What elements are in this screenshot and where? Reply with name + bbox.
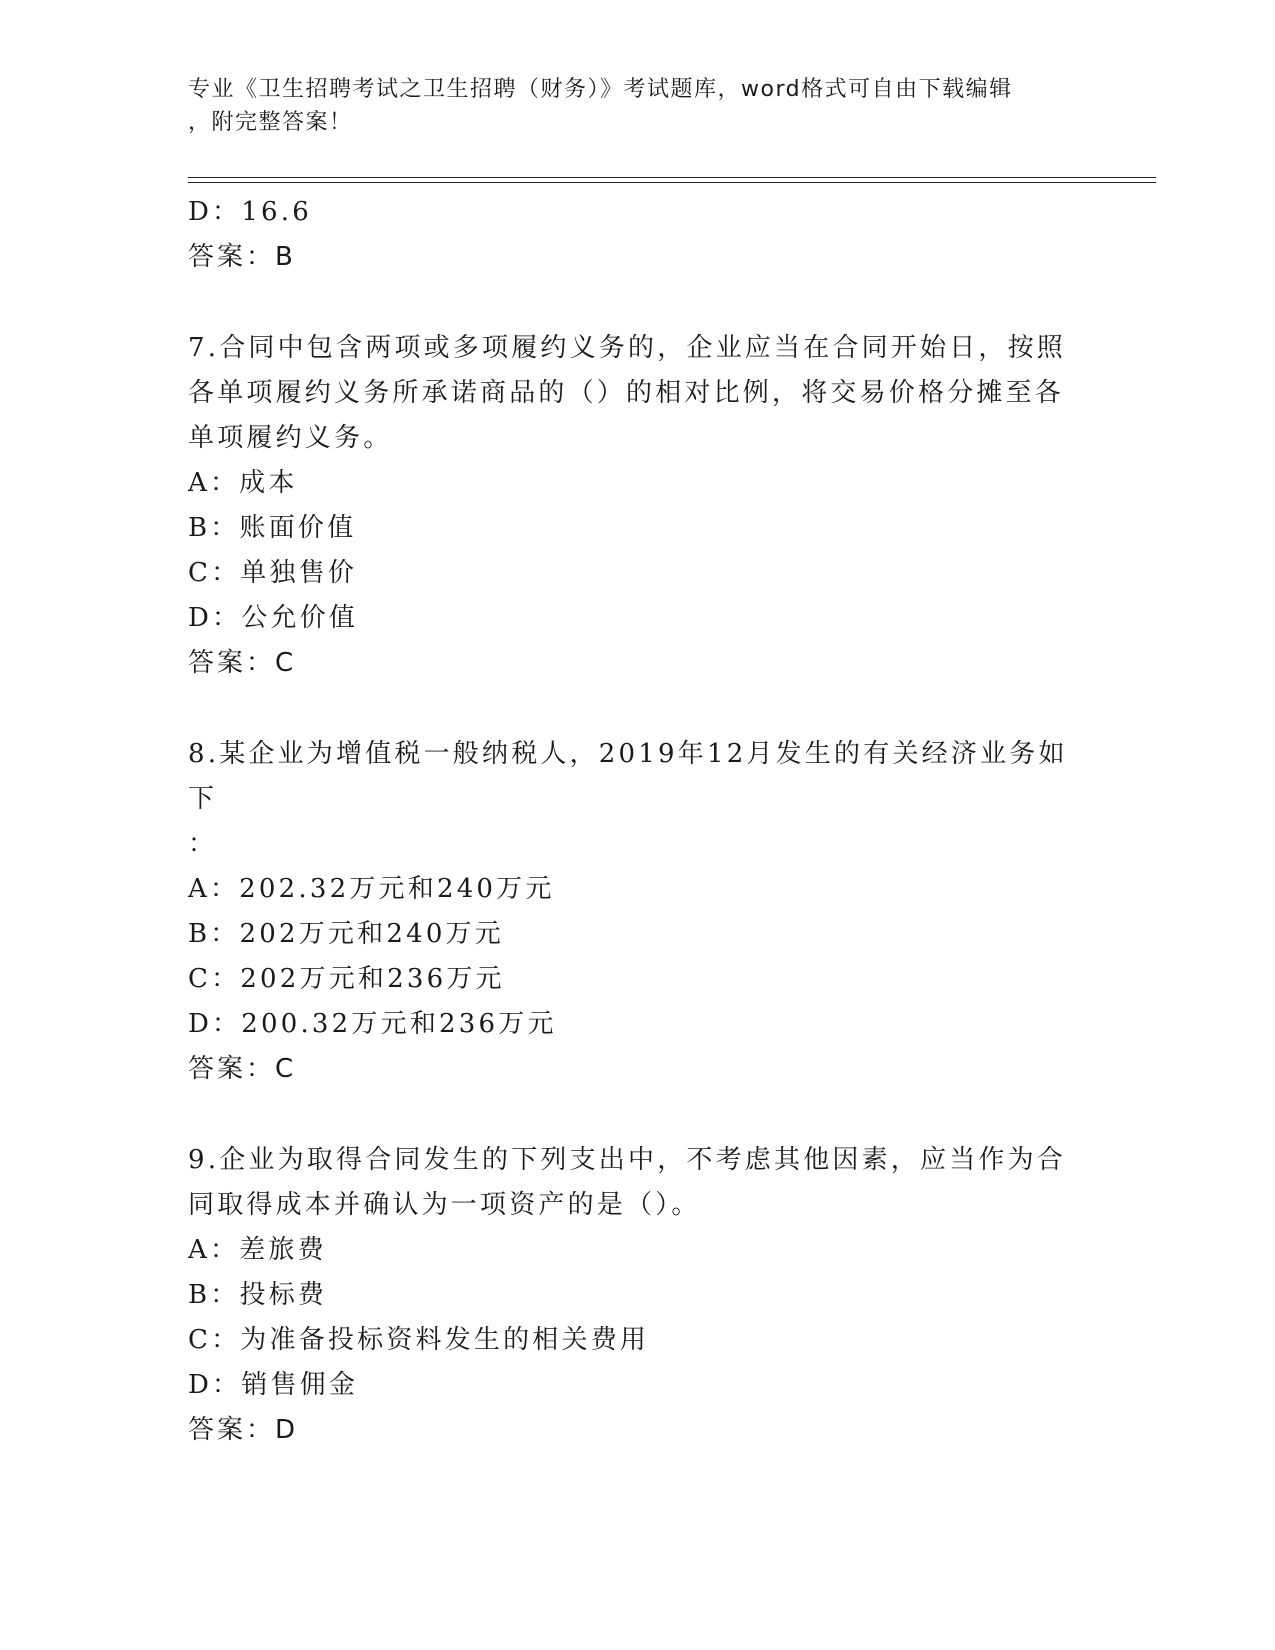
header-divider-top [188,177,1156,178]
header-divider-bottom [188,182,1156,183]
stem-line: ： [188,829,218,859]
previous-question-tail [188,190,1088,280]
answer-line [188,1408,1088,1453]
answer-label: 答案： [188,1415,276,1445]
answer-label: 答案： [188,1054,276,1084]
option-b: B：账面价值 [188,513,357,543]
document-header [188,73,1068,139]
header-line-1: 专业《卫生招聘考试之卫生招聘（财务）》考试题库，word格式可自由下载编辑 [188,77,1013,102]
answer-value: C [275,648,295,678]
header-line-2: ，附完整答案！ [188,110,353,135]
stem-line: 7.合同中包含两项或多项履约义务的，企业应当在合同开始日，按照 [188,333,1067,363]
option-c: C：202万元和236万元 [188,964,505,994]
question-list [188,190,1088,1453]
option-d: D：公允价值 [188,603,359,633]
answer-label: 答案： [188,648,276,678]
answer-line [188,641,1088,686]
stem-line: 9.企业为取得合同发生的下列支出中，不考虑其他因素，应当作为合 [188,1145,1067,1175]
question-8 [188,732,1088,1092]
answer-line [188,235,1088,280]
answer-value: C [275,1054,295,1084]
option-b: B：投标费 [188,1280,328,1310]
question-stem [188,326,1088,461]
option-d: D：16.6 [188,197,312,227]
answer-line [188,1047,1088,1092]
option-b: B：202万元和240万元 [188,919,504,949]
option-d: D：销售佣金 [188,1370,359,1400]
question-stem [188,732,1088,867]
option-a: A：差旅费 [188,1235,327,1265]
option-a: A：202.32万元和240万元 [188,874,555,904]
answer-value: D [275,1415,297,1445]
option-a: A：成本 [188,468,298,498]
stem-line: 8.某企业为增值税一般纳税人，2019年12月发生的有关经济业务如下 [188,739,1068,814]
question-stem [188,1138,1088,1228]
stem-line: 单项履约义务。 [188,423,393,453]
stem-line: 同取得成本并确认为一项资产的是（）。 [188,1190,701,1220]
answer-label: 答案： [188,242,276,272]
option-c: C：为准备投标资料发生的相关费用 [188,1325,650,1355]
stem-line: 各单项履约义务所承诺商品的（）的相对比例，将交易价格分摊至各 [188,378,1065,408]
option-d: D：200.32万元和236万元 [188,1009,557,1039]
question-9 [188,1138,1088,1453]
question-7 [188,326,1088,686]
answer-value: B [275,242,294,272]
option-c: C：单独售价 [188,558,358,588]
